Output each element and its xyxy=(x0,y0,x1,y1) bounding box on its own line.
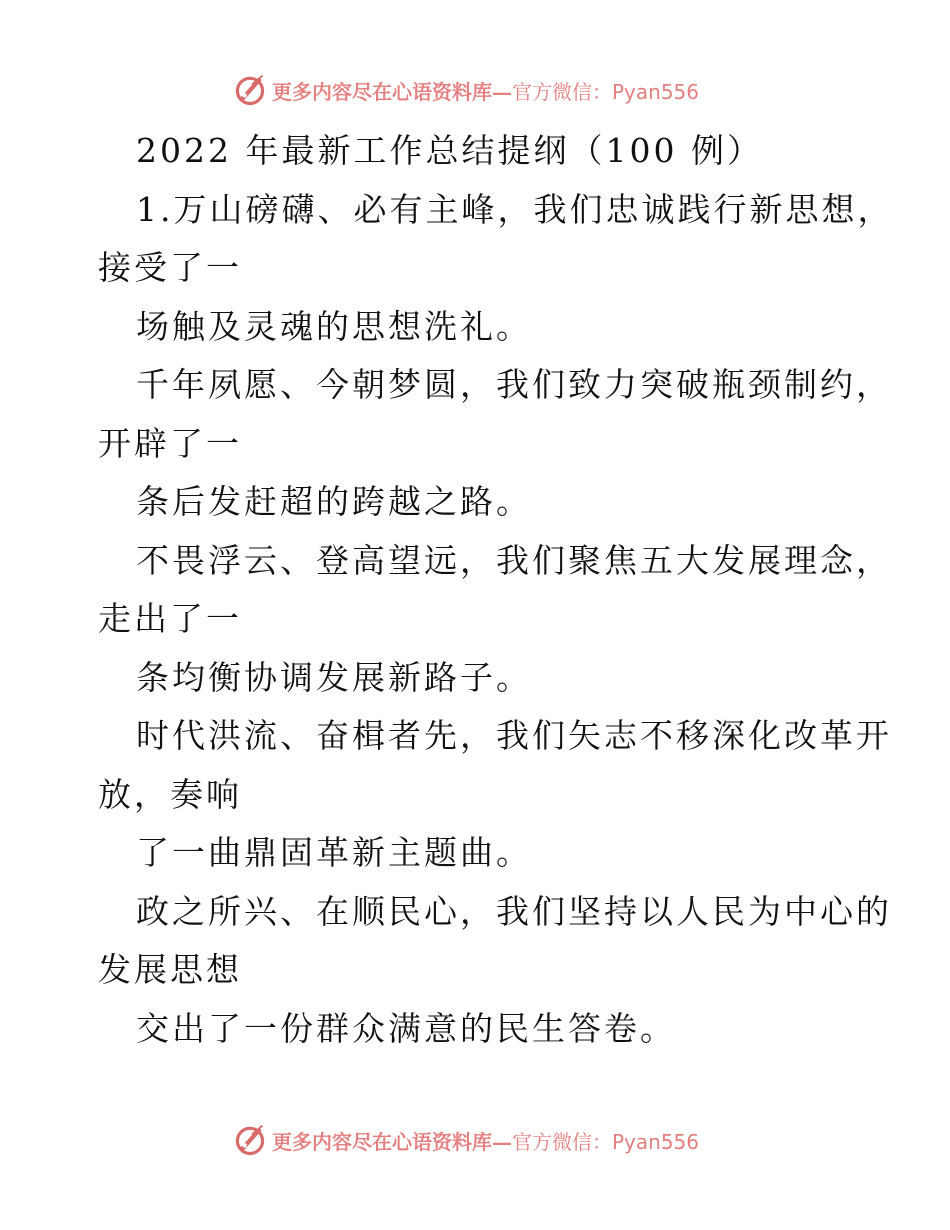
document-body xyxy=(98,122,898,1058)
paragraph-line: 条均衡协调发展新路子。 xyxy=(136,657,532,697)
paragraph-line: 时代洪流、奋楫者先，我们矢志不移深化改革开 xyxy=(136,716,892,755)
paragraph-line: 政之所兴、在顺民心，我们坚持以人民为中心的 xyxy=(136,891,892,931)
paragraph-line: 放，奏响 xyxy=(98,774,242,814)
document-title: 2022 年最新工作总结提纲（100 例） xyxy=(136,131,763,170)
paragraph-line: 发展思想 xyxy=(98,950,242,989)
paragraph-line: 1.万山磅礴、必有主峰，我们忠诚践行新思想， xyxy=(136,189,894,229)
paragraph-line: 千年夙愿、今朝梦圆，我们致力突破瓶颈制约， xyxy=(136,365,892,404)
paragraph-line: 不畏浮云、登高望远，我们聚焦五大发展理念， xyxy=(136,540,892,580)
quill-logo-icon xyxy=(232,1122,268,1158)
watermark-wechat: 官方微信：Pyan556 xyxy=(512,1129,700,1154)
paragraph-line: 条后发赶超的跨越之路。 xyxy=(136,482,532,521)
header-watermark xyxy=(232,70,699,110)
watermark-wechat: 官方微信：Pyan556 xyxy=(512,79,700,104)
footer-watermark xyxy=(232,1120,699,1160)
watermark-text: 更多内容尽在心语资料库— xyxy=(272,1129,512,1154)
paragraph-line: 开辟了一 xyxy=(98,423,242,463)
paragraph-line: 场触及灵魂的思想洗礼。 xyxy=(136,306,532,346)
paragraph-line: 交出了一份群众满意的民生答卷。 xyxy=(136,1008,676,1048)
paragraph-line: 走出了一 xyxy=(98,599,242,638)
paragraph-line: 了一曲鼎固革新主题曲。 xyxy=(136,833,532,872)
watermark-text: 更多内容尽在心语资料库— xyxy=(272,79,512,104)
paragraph-line: 接受了一 xyxy=(98,248,242,287)
quill-logo-icon xyxy=(232,72,268,108)
